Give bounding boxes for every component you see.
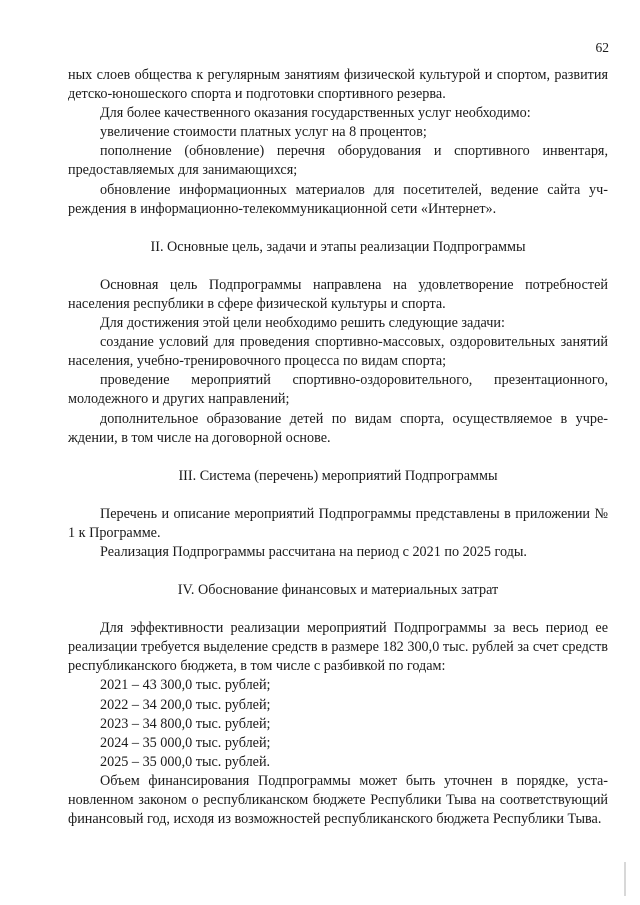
funding-intro-paragraph: Для эффективности реализации мероприятий Подпрограммы за весь период ее реализации требуется выделение средств в размере 182 300,0 тыс. рублей за счет средств республиканского бюджета, в том числе с разбивкой по годам: [68, 620, 608, 675]
section-3-heading: III. Система (перечень) мероприятий Подпрограммы [178, 467, 498, 484]
document-body [68, 66, 608, 829]
task-item: проведение мероприятий спортивно-оздоровительного, презентационного, молодежного и других направлений; [68, 372, 608, 408]
needs-lead-paragraph: Для более качественного оказания государственных услуг необходимо: [100, 105, 531, 122]
goal-paragraph: Основная цель Подпрограммы направлена на удовлетворение потребностей населения республики в сфере физической культуры и спорта. [68, 276, 608, 312]
funding-year-item: 2024 – 35 000,0 тыс. рублей; [100, 734, 271, 751]
section-3-paragraph: Реализация Подпрограммы рассчитана на период с 2021 по 2025 годы. [100, 543, 527, 560]
section-4-heading: IV. Обоснование финансовых и материальных затрат [177, 582, 499, 599]
funding-year-item: 2021 – 43 300,0 тыс. рублей; [100, 677, 271, 694]
section-3-paragraph: Перечень и описание мероприятий Подпрограммы представлены в приложении № 1 к Программе. [68, 505, 608, 541]
section-2-heading: II. Основные цель, задачи и этапы реализации Подпрограммы [150, 238, 526, 255]
funding-year-item: 2022 – 34 200,0 тыс. рублей; [100, 696, 271, 713]
page-number: 62 [595, 40, 609, 55]
need-item: пополнение (обновление) перечня оборудования и спортивного инвентаря, предоставляемых для занимающихся; [68, 143, 608, 179]
tasks-lead-paragraph: Для достижения этой цели необходимо решить следующие задачи: [100, 315, 505, 332]
scan-edge-mark [624, 862, 626, 896]
funding-by-year-list [68, 676, 608, 771]
funding-year-item: 2023 – 34 800,0 тыс. рублей; [100, 715, 271, 732]
funding-year-item: 2025 – 35 000,0 тыс. рублей. [100, 753, 271, 770]
continuation-paragraph: ных слоев общества к регулярным занятиям физической культурой и спортом, развития детско-юношеского спорта и подготовки спортивного резерва. [68, 67, 608, 103]
task-item: создание условий для проведения спортивно-массовых, оздоровительных занятий населения, учебно-тренировочного процесса по видам спорта; [68, 334, 608, 370]
task-item: дополнительное образование детей по видам спорта, осуществляемое в учреждении, в том числе на договорной основе. [68, 410, 608, 446]
need-item: увеличение стоимости платных услуг на 8 процентов; [100, 124, 427, 141]
need-item: обновление информационных материалов для посетителей, ведение сайта учреждения в информационно-телекоммуникационной сети «Интернет». [68, 181, 608, 217]
closing-paragraph: Объем финансирования Подпрограммы может быть уточнен в порядке, установленном законом о республиканском бюджете Республики Тыва на соответствующий финансовый год, исходя из возможностей республиканского бюджета Республики Тыва. [68, 772, 608, 828]
